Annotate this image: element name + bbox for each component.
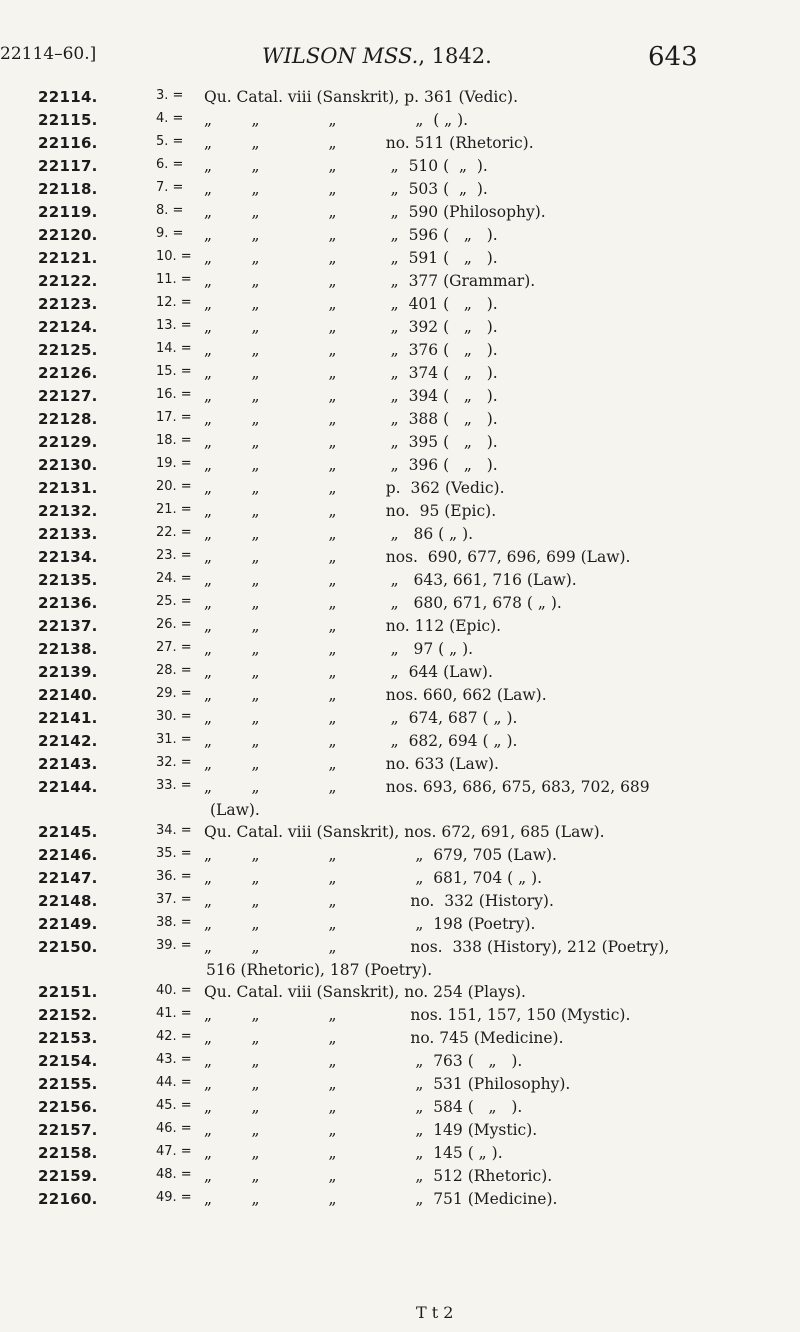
entry-description: „ „ „ „ 145 ( „ ). xyxy=(204,1144,503,1162)
entry-number: 22157. xyxy=(38,1121,98,1139)
catalogue-entry xyxy=(0,915,800,938)
entry-number: 22121. xyxy=(38,249,98,267)
item-index: 13. = xyxy=(156,318,192,333)
entry-description: „ „ „ „ 394 ( „ ). xyxy=(204,387,498,405)
entry-description: „ „ „ „ 198 (Poetry). xyxy=(204,915,536,933)
entry-number: 22122. xyxy=(38,272,98,290)
catalogue-entry xyxy=(0,1029,800,1052)
item-index: 35. = xyxy=(156,846,192,861)
catalogue-entry xyxy=(0,226,800,249)
entry-number: 22145. xyxy=(38,823,98,841)
entry-description: „ „ „ no. 633 (Law). xyxy=(204,755,499,773)
entry-number: 22116. xyxy=(38,134,98,152)
catalogue-entries xyxy=(0,88,800,1213)
catalogue-entry xyxy=(0,778,800,801)
entry-description: „ „ „ „ 503 ( „ ). xyxy=(204,180,488,198)
item-index: 47. = xyxy=(156,1144,192,1159)
catalogue-entry xyxy=(0,1167,800,1190)
entry-description: Qu. Catal. viii (Sanskrit), p. 361 (Vedic). xyxy=(204,88,519,106)
entry-number: 22137. xyxy=(38,617,98,635)
catalogue-entry xyxy=(0,203,800,226)
entry-description: „ „ „ „ 590 (Philosophy). xyxy=(204,203,546,221)
entry-number: 22127. xyxy=(38,387,98,405)
entry-number: 22132. xyxy=(38,502,98,520)
item-index: 27. = xyxy=(156,640,192,655)
entry-description: „ „ „ „ 97 ( „ ). xyxy=(204,640,474,658)
entry-description: „ „ „ nos. 338 (History), 212 (Poetry), xyxy=(204,938,670,956)
entry-description: „ „ „ „ 763 ( „ ). xyxy=(204,1052,523,1070)
catalogue-entry xyxy=(0,387,800,410)
entry-number: 22153. xyxy=(38,1029,98,1047)
entry-number: 22155. xyxy=(38,1075,98,1093)
entry-number: 22133. xyxy=(38,525,98,543)
entry-description: „ „ „ „ 643, 661, 716 (Law). xyxy=(204,571,577,589)
item-index: 3. = xyxy=(156,88,184,103)
item-index: 14. = xyxy=(156,341,192,356)
catalogue-entry xyxy=(0,88,800,111)
item-index: 37. = xyxy=(156,892,192,907)
entry-number: 22141. xyxy=(38,709,98,727)
catalogue-entry xyxy=(0,892,800,915)
item-index: 8. = xyxy=(156,203,184,218)
item-index: 24. = xyxy=(156,571,192,586)
item-index: 46. = xyxy=(156,1121,192,1136)
item-index: 17. = xyxy=(156,410,192,425)
entry-description: Qu. Catal. viii (Sanskrit), nos. 672, 691, 685 (Law). xyxy=(204,823,605,841)
entry-description: „ „ „ „ 392 ( „ ). xyxy=(204,318,498,336)
entry-number: 22120. xyxy=(38,226,98,244)
entry-number: 22125. xyxy=(38,341,98,359)
catalogue-entry xyxy=(0,456,800,479)
entry-description: „ „ „ „ 680, 671, 678 ( „ ). xyxy=(204,594,562,612)
item-index: 45. = xyxy=(156,1098,192,1113)
item-index: 49. = xyxy=(156,1190,192,1205)
catalogue-entry xyxy=(0,732,800,755)
entry-description: „ „ „ „ 86 ( „ ). xyxy=(204,525,474,543)
catalogue-entry xyxy=(0,640,800,663)
catalogue-entry xyxy=(0,1144,800,1167)
entry-description: „ „ „ „ 681, 704 ( „ ). xyxy=(204,869,543,887)
item-index: 20. = xyxy=(156,479,192,494)
continuation-text: 516 (Rhetoric), 187 (Poetry). xyxy=(206,961,433,979)
header-range: 22114–60.] xyxy=(0,44,97,64)
item-index: 32. = xyxy=(156,755,192,770)
catalogue-entry xyxy=(0,134,800,157)
catalogue-entry xyxy=(0,111,800,134)
entry-number: 22114. xyxy=(38,88,98,106)
catalogue-entry xyxy=(0,364,800,387)
catalogue-entry xyxy=(0,157,800,180)
item-index: 23. = xyxy=(156,548,192,563)
entry-continuation xyxy=(0,801,800,823)
entry-description: „ „ „ no. 95 (Epic). xyxy=(204,502,497,520)
catalogue-entry xyxy=(0,869,800,892)
entry-description: „ „ „ no. 112 (Epic). xyxy=(204,617,502,635)
entry-description: „ „ „ „ 679, 705 (Law). xyxy=(204,846,557,864)
entry-number: 22147. xyxy=(38,869,98,887)
entry-description: „ „ „ „ 596 ( „ ). xyxy=(204,226,498,244)
entry-number: 22134. xyxy=(38,548,98,566)
entry-number: 22151. xyxy=(38,983,98,1001)
entry-description: „ „ „ nos. 690, 677, 696, 699 (Law). xyxy=(204,548,631,566)
entry-description: „ „ „ no. 332 (History). xyxy=(204,892,554,910)
entry-description: „ „ „ no. 745 (Medicine). xyxy=(204,1029,564,1047)
running-header xyxy=(0,44,800,84)
entry-description: „ „ „ „ 682, 694 ( „ ). xyxy=(204,732,518,750)
entry-number: 22148. xyxy=(38,892,98,910)
entry-number: 22140. xyxy=(38,686,98,704)
catalogue-entry xyxy=(0,1098,800,1121)
entry-number: 22130. xyxy=(38,456,98,474)
catalogue-entry xyxy=(0,571,800,594)
item-index: 28. = xyxy=(156,663,192,678)
catalogue-entry xyxy=(0,1006,800,1029)
catalogue-entry xyxy=(0,709,800,732)
entry-number: 22142. xyxy=(38,732,98,750)
item-index: 22. = xyxy=(156,525,192,540)
item-index: 26. = xyxy=(156,617,192,632)
entry-description: „ „ „ „ 401 ( „ ). xyxy=(204,295,498,313)
entry-number: 22126. xyxy=(38,364,98,382)
entry-number: 22144. xyxy=(38,778,98,796)
item-index: 41. = xyxy=(156,1006,192,1021)
catalogue-entry xyxy=(0,1052,800,1075)
entry-continuation xyxy=(0,961,800,983)
entry-description: „ „ „ „ 395 ( „ ). xyxy=(204,433,498,451)
item-index: 10. = xyxy=(156,249,192,264)
entry-description: „ „ „ „ 512 (Rhetoric). xyxy=(204,1167,553,1185)
entry-number: 22136. xyxy=(38,594,98,612)
entry-number: 22160. xyxy=(38,1190,98,1208)
item-index: 5. = xyxy=(156,134,184,149)
entry-description: „ „ „ „ 149 (Mystic). xyxy=(204,1121,538,1139)
entry-number: 22146. xyxy=(38,846,98,864)
entry-number: 22159. xyxy=(38,1167,98,1185)
catalogue-entry xyxy=(0,617,800,640)
item-index: 11. = xyxy=(156,272,192,287)
catalogue-entry xyxy=(0,525,800,548)
entry-description: „ „ „ „ ( „ ). xyxy=(204,111,469,129)
entry-number: 22119. xyxy=(38,203,98,221)
item-index: 38. = xyxy=(156,915,192,930)
entry-number: 22150. xyxy=(38,938,98,956)
item-index: 21. = xyxy=(156,502,192,517)
entry-number: 22131. xyxy=(38,479,98,497)
catalogue-entry xyxy=(0,1121,800,1144)
item-index: 43. = xyxy=(156,1052,192,1067)
catalogue-entry xyxy=(0,846,800,869)
entry-description: „ „ „ „ 674, 687 ( „ ). xyxy=(204,709,518,727)
entry-number: 22135. xyxy=(38,571,98,589)
entry-number: 22152. xyxy=(38,1006,98,1024)
item-index: 4. = xyxy=(156,111,184,126)
catalogue-entry xyxy=(0,249,800,272)
catalogue-entry xyxy=(0,823,800,846)
entry-number: 22138. xyxy=(38,640,98,658)
item-index: 15. = xyxy=(156,364,192,379)
catalogue-entry xyxy=(0,1190,800,1213)
item-index: 34. = xyxy=(156,823,192,838)
entry-number: 22143. xyxy=(38,755,98,773)
catalogue-entry xyxy=(0,983,800,1006)
catalogue-entry xyxy=(0,180,800,203)
entry-description: „ „ „ „ 388 ( „ ). xyxy=(204,410,498,428)
entry-description: „ „ „ „ 377 (Grammar). xyxy=(204,272,536,290)
entry-number: 22154. xyxy=(38,1052,98,1070)
entry-description: „ „ „ „ 374 ( „ ). xyxy=(204,364,498,382)
item-index: 30. = xyxy=(156,709,192,724)
entry-description: „ „ „ nos. 660, 662 (Law). xyxy=(204,686,547,704)
entry-number: 22124. xyxy=(38,318,98,336)
entry-number: 22123. xyxy=(38,295,98,313)
item-index: 36. = xyxy=(156,869,192,884)
item-index: 33. = xyxy=(156,778,192,793)
entry-number: 22156. xyxy=(38,1098,98,1116)
header-title xyxy=(262,44,492,68)
header-title-italic: WILSON MSS. xyxy=(262,44,419,68)
catalogue-entry xyxy=(0,295,800,318)
entry-description: „ „ „ „ 751 (Medicine). xyxy=(204,1190,558,1208)
item-index: 44. = xyxy=(156,1075,192,1090)
entry-description: „ „ „ „ 376 ( „ ). xyxy=(204,341,498,359)
entry-number: 22128. xyxy=(38,410,98,428)
item-index: 18. = xyxy=(156,433,192,448)
catalogue-entry xyxy=(0,272,800,295)
catalogue-entry xyxy=(0,433,800,456)
entry-number: 22129. xyxy=(38,433,98,451)
entry-description: „ „ „ „ 531 (Philosophy). xyxy=(204,1075,571,1093)
item-index: 29. = xyxy=(156,686,192,701)
entry-number: 22115. xyxy=(38,111,98,129)
item-index: 6. = xyxy=(156,157,184,172)
item-index: 39. = xyxy=(156,938,192,953)
entry-description: „ „ „ „ 591 ( „ ). xyxy=(204,249,498,267)
item-index: 19. = xyxy=(156,456,192,471)
catalogue-entry xyxy=(0,938,800,961)
catalogue-entry xyxy=(0,1075,800,1098)
entry-description: „ „ „ nos. 151, 157, 150 (Mystic). xyxy=(204,1006,631,1024)
catalogue-entry xyxy=(0,686,800,709)
catalogue-entry xyxy=(0,502,800,525)
entry-description: „ „ „ „ 644 (Law). xyxy=(204,663,493,681)
header-year: , 1842. xyxy=(418,44,492,68)
entry-number: 22118. xyxy=(38,180,98,198)
catalogue-entry xyxy=(0,755,800,778)
entry-description: „ „ „ „ 396 ( „ ). xyxy=(204,456,498,474)
item-index: 12. = xyxy=(156,295,192,310)
entry-number: 22158. xyxy=(38,1144,98,1162)
item-index: 48. = xyxy=(156,1167,192,1182)
entry-description: „ „ „ p. 362 (Vedic). xyxy=(204,479,505,497)
page-number: 643 xyxy=(648,42,698,72)
entry-description: „ „ „ „ 584 ( „ ). xyxy=(204,1098,523,1116)
item-index: 16. = xyxy=(156,387,192,402)
item-index: 40. = xyxy=(156,983,192,998)
catalogue-entry xyxy=(0,479,800,502)
entry-description: „ „ „ no. 511 (Rhetoric). xyxy=(204,134,534,152)
entry-number: 22117. xyxy=(38,157,98,175)
item-index: 31. = xyxy=(156,732,192,747)
entry-number: 22149. xyxy=(38,915,98,933)
catalogue-entry xyxy=(0,594,800,617)
signature-mark: T t 2 xyxy=(416,1303,454,1322)
catalogue-entry xyxy=(0,548,800,571)
item-index: 25. = xyxy=(156,594,192,609)
catalogue-entry xyxy=(0,410,800,433)
entry-number: 22139. xyxy=(38,663,98,681)
entry-description: „ „ „ „ 510 ( „ ). xyxy=(204,157,488,175)
catalogue-entry xyxy=(0,318,800,341)
item-index: 42. = xyxy=(156,1029,192,1044)
item-index: 7. = xyxy=(156,180,184,195)
entry-description: „ „ „ nos. 693, 686, 675, 683, 702, 689 xyxy=(204,778,650,796)
catalogue-entry xyxy=(0,663,800,686)
entry-description: Qu. Catal. viii (Sanskrit), no. 254 (Plays). xyxy=(204,983,526,1001)
item-index: 9. = xyxy=(156,226,184,241)
continuation-text: (Law). xyxy=(210,801,260,819)
catalogue-entry xyxy=(0,341,800,364)
